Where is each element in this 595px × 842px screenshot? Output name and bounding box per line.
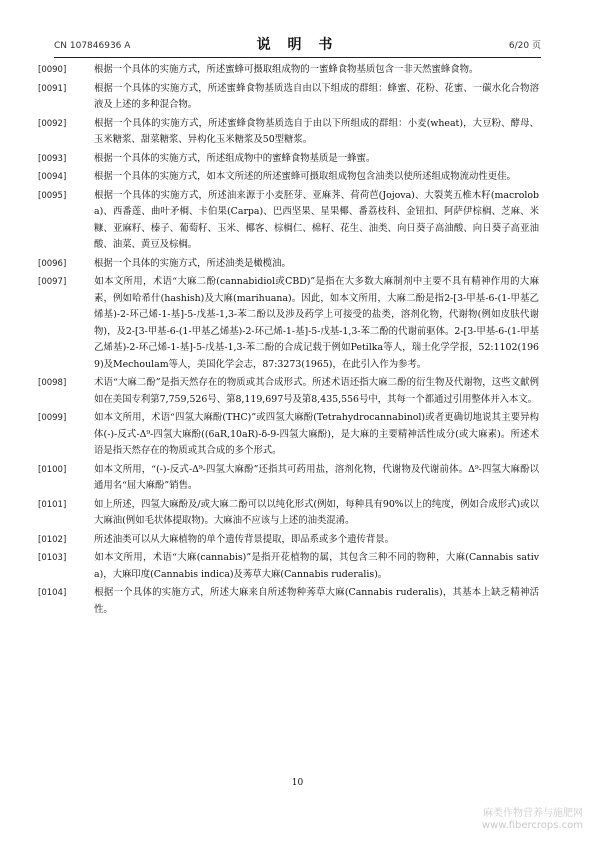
- paragraph-number: [0102]: [38, 534, 67, 545]
- paragraph-text: 所述油类可以从大麻植物的单个遗传背景提取，即品系或多个遗传背景。: [94, 533, 395, 545]
- page-number: 10: [291, 778, 304, 788]
- site-watermark: [482, 808, 583, 832]
- paragraph-text: 如本文所用，术语“大麻(cannabis)”是指开花植物的属，其包含三种不同的物种，大麻(Cannabis sativa)，大麻印度(Cannabis indica)及莠草大麻(Cannabis ruderalis)。: [94, 552, 539, 580]
- paragraph-number: [0100]: [38, 464, 67, 475]
- paragraph-text: 如本文所用，“(-)-反式-Δ⁹-四氢大麻酚”还指其可药用盐，溶剂化物，代谢物及代谢前体。Δ⁹-四氢大麻酚以通用名“屈大麻酚”销售。: [94, 463, 539, 491]
- paragraph-0090: [38, 62, 539, 79]
- paragraph-number: [0094]: [38, 172, 67, 182]
- watermark-title: 麻类作物营养与施肥网: [483, 808, 583, 819]
- paragraph-text: 根据一个具体的实施方式，所述蜜蜂食物基质选自于由以下所组成的群组：小麦(wheat)，大豆粉、酵母、玉米糖浆、甜菜糖浆、异构化玉米糖浆及50型糖浆。: [94, 117, 539, 145]
- paragraph-number: [0096]: [38, 258, 67, 269]
- paragraph-0091: [38, 81, 539, 114]
- publication-number: CN 107846936 A: [54, 41, 131, 51]
- paragraph-0094: [38, 169, 539, 186]
- paragraph-number: [0092]: [38, 118, 67, 129]
- paragraph-text: 根据一个具体的实施方式，所述大麻来自所述物种莠草大麻(Cannabis ruderalis)，其基本上缺乏精神活性。: [94, 587, 539, 615]
- paragraph-text: 根据一个具体的实施方式，如本文所述的所述蜜蜂可摄取组成物包含油类以使所述组成物流动性更佳。: [94, 171, 516, 182]
- paragraph-number: [0090]: [38, 65, 67, 75]
- paragraph-0102: [38, 532, 539, 549]
- paragraph-number: [0098]: [38, 378, 67, 388]
- paragraph-number: [0095]: [38, 190, 67, 201]
- paragraph-text: 根据一个具体的实施方式，所述蜜蜂可摄取组成物的一蜜蜂食物基质包含一非天然蜜蜂食物。: [94, 64, 479, 75]
- header-divider: [54, 57, 541, 58]
- paragraph-0097: [38, 274, 539, 373]
- paragraph-0093: [38, 151, 539, 168]
- paragraph-text: 术语“大麻二酚”是指天然存在的物质或其合成形式。所述术语还指大麻二酚的衍生物及代谢物，这些文献例如在美国专利第7,759,526号、第8,119,697号及第8,435,556号中，其每一个都通过引用整体并入本文。: [94, 377, 539, 405]
- paragraph-0103: [38, 550, 539, 583]
- page-header: [54, 32, 541, 54]
- paragraph-number: [0097]: [38, 277, 67, 287]
- paragraph-number: [0099]: [38, 413, 67, 423]
- document-title: 说 明 书: [256, 37, 339, 53]
- paragraph-number: [0091]: [38, 83, 67, 94]
- paragraph-number: [0101]: [38, 499, 67, 510]
- watermark-url: www.fibercrops.com: [481, 820, 583, 831]
- paragraph-text: 根据一个具体的实施方式，所述组成物中的蜜蜂食物基质是一蜂蜜。: [94, 152, 376, 164]
- paragraph-0100: [38, 462, 539, 495]
- paragraph-0095: [38, 188, 539, 254]
- paragraph-0098: [38, 375, 539, 408]
- paragraph-number: [0104]: [38, 588, 67, 598]
- paragraph-0101: [38, 497, 539, 530]
- paragraph-text: 如上所述，四氢大麻酚及/或大麻二酚可以以纯化形式(例如，每种具有90%以上的纯度，例如合成形式)或以大麻油(例如毛状体提取物)。大麻油不应该与上述的油类混淆。: [94, 498, 539, 526]
- paragraph-0099: [38, 410, 539, 460]
- page-indicator: 6/20 页: [508, 41, 541, 51]
- paragraph-text: 如本文所用，术语“大麻二酚(cannabidiol或CBD)”是指在大多数大麻制剂中主要不具有精神作用的大麻素，例如哈希什(hashish)及大麻(marihuana)。因此，如本文所用，大麻二酚是指2-[3-甲基-6-(1-甲基乙烯基)-2-环己烯-1-基]-5-戊基-1,3-苯二酚以及涉及药学上可接受的盐类，溶剂化物，代谢物(例如皮肤代谢物)，及2-[3-甲基-6-(1-甲基乙烯基)-2-环己烯-1-基]-5-戊基-1,3-苯二酚的代谢前驱体。2-[3-甲基-6-(1-甲基乙烯基)-2-环己烯-1-基]-5-戊基-1,3-苯二酚的合成记载于例如Petilka等人，瑞士化学学报，52:1102(1969)及Mechoulam等人，美国化学会志，87:3273(1965)，在此引入作为参考。: [94, 276, 539, 370]
- paragraph-number: [0103]: [38, 553, 67, 563]
- paragraph-0104: [38, 585, 539, 618]
- paragraph-0096: [38, 256, 539, 273]
- paragraph-text: 根据一个具体的实施方式，所述油类是橄榄油。: [94, 257, 291, 269]
- paragraph-number: [0093]: [38, 153, 67, 164]
- document-body: [38, 62, 539, 620]
- paragraph-0092: [38, 116, 539, 149]
- paragraph-text: 根据一个具体的实施方式，所述蜜蜂食物基质选自由以下组成的群组：蜂蜜、花粉、花蜜、一碳水化合物溶液及上述的多种混合物。: [94, 82, 539, 110]
- paragraph-text: 如本文所用，术语“四氢大麻酚(THC)”或四氢大麻酚(Tetrahydrocannabinol)或者更确切地说其主要异构体(-)-反式-Δ⁹-四氢大麻酚((6aR,10aR)-δ-9-四氢大麻酚)，是大麻的主要精神活性成分(或大麻素)。所述术语是指天然存在的物质或其合成的多个形式。: [94, 412, 539, 456]
- paragraph-text: 根据一个具体的实施方式，所述油来源于小麦胚芽、亚麻荠、荷荷芭(Jojova)、大裂荚五椎木籽(macroloba)、西番莲、曲叶矛榈、卡伯果(Carpa)、巴西坚果、星果椰、番荔枝科、金钮扣、阿萨伊棕榈、芝麻、米糠、亚麻籽、榛子、葡萄籽、玉米、椰客、棕榈仁、棉籽、花生、油类、向日葵子高油酸、向日葵子高亚油酸、油菜、黄豆及棕榈。: [94, 189, 539, 250]
